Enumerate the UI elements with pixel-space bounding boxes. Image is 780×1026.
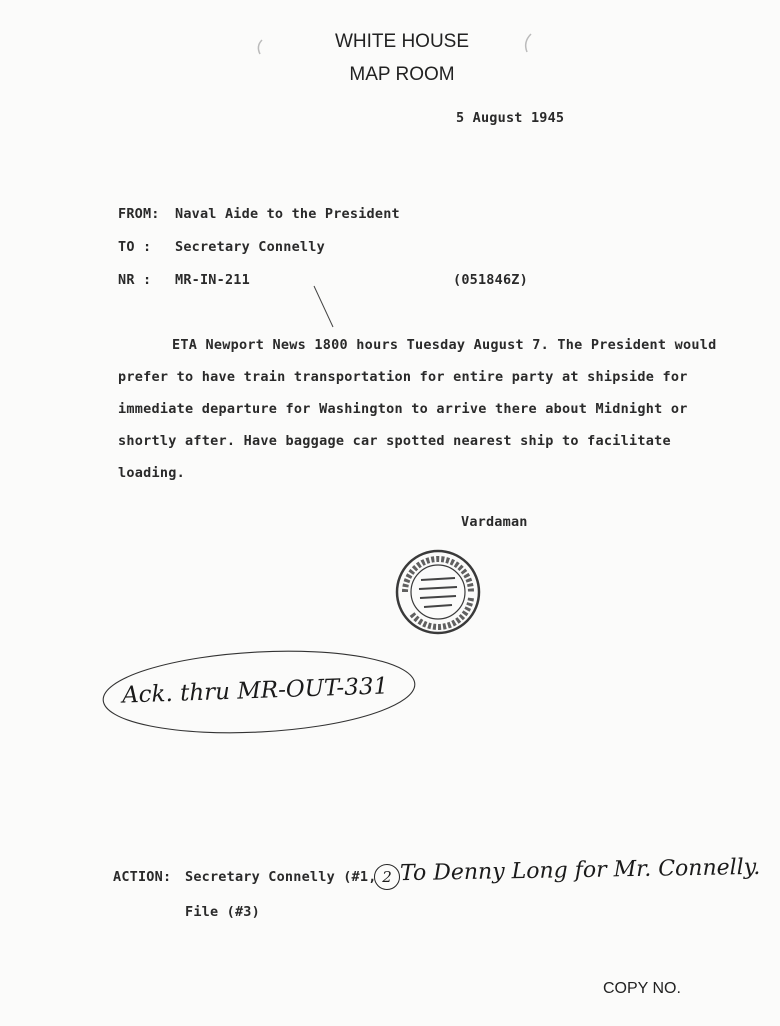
circled-copy-number: 2 (374, 864, 400, 890)
from-label: FROM: (118, 206, 160, 222)
copy-number-label: COPY NO. (603, 980, 681, 997)
message-line: prefer to have train transportation for entire party at shipside for (118, 369, 688, 385)
header-subtitle: MAP ROOM (349, 64, 455, 85)
to-label: TO : (118, 239, 152, 255)
header-title: WHITE HOUSE (334, 31, 470, 52)
to-value: Secretary Connelly (175, 239, 325, 255)
action-label: ACTION: (113, 869, 172, 885)
nr-value: MR-IN-211 (175, 272, 250, 288)
from-value: Naval Aide to the President (175, 206, 400, 222)
signature: Vardaman (461, 514, 528, 530)
message-line: loading. (118, 465, 186, 481)
document-date: 5 August 1945 (456, 110, 565, 126)
date-time-group: (051846Z) (453, 272, 528, 288)
handwritten-action-note: To Denny Long for Mr. Connelly. (399, 854, 761, 887)
message-line: shortly after. Have baggage car spotted nearest ship to facilitate (118, 433, 671, 449)
message-line: ETA Newport News 1800 hours Tuesday August 7. The President would (172, 337, 717, 353)
action-primary: Secretary Connelly (#1, (185, 869, 377, 885)
action-secondary: File (#3) (185, 904, 260, 920)
nr-label: NR : (118, 272, 152, 288)
message-line: immediate departure for Washington to arrive there about Midnight or (118, 401, 688, 417)
handwritten-ack-note: Ack. thru MR-OUT-331 (121, 673, 389, 709)
